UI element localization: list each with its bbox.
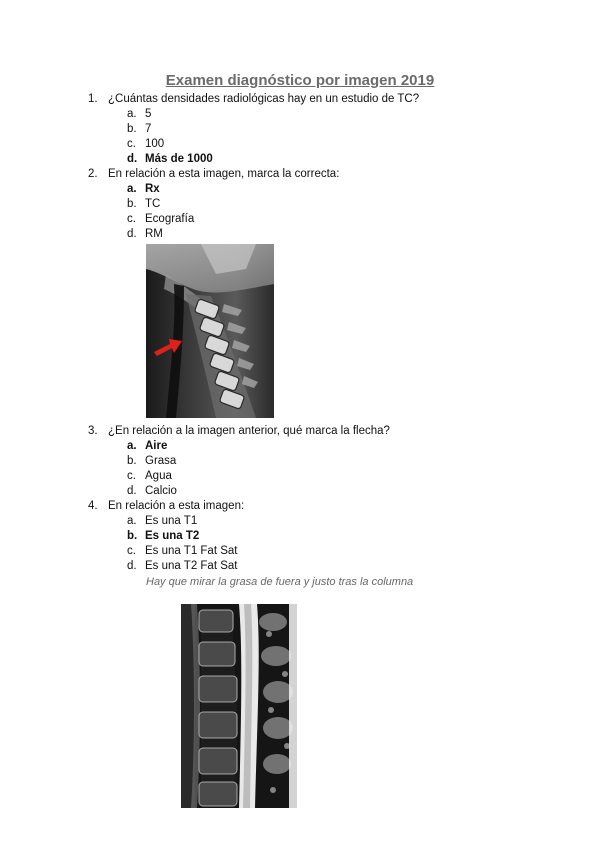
question-number: 3.: [88, 425, 98, 437]
hint-note: Hay que mirar la grasa de fuera y justo tras la columna: [146, 576, 414, 588]
option-3a-correct: a. Aire: [127, 440, 168, 452]
option-2a-correct: a. Rx: [127, 183, 160, 195]
option-2c: c. Ecografía: [127, 213, 195, 225]
option-1d-correct: d. Más de 1000: [127, 153, 213, 165]
question-text: En relación a esta imagen:: [108, 500, 245, 512]
option-3d: d. Calcio: [127, 485, 177, 497]
question-number: 2.: [88, 168, 98, 180]
option-1b: b. 7: [127, 123, 152, 135]
option-3c: c. Agua: [127, 470, 172, 482]
option-1c: c. 100: [127, 138, 165, 150]
question-2: [88, 168, 339, 180]
question-number: 4.: [88, 500, 98, 512]
question-number: 1.: [88, 93, 98, 105]
question-text: En relación a esta imagen, marca la correcta:: [108, 168, 340, 180]
page-title: Examen diagnóstico por imagen 2019: [165, 72, 435, 89]
question-4: [88, 500, 244, 512]
question-3: [88, 425, 390, 437]
neck-xray-image: [146, 244, 274, 418]
option-4a: a. Es una T1: [127, 515, 198, 527]
option-4d: d. Es una T2 Fat Sat: [127, 560, 238, 572]
option-2b: b. TC: [127, 198, 161, 210]
question-1: [88, 93, 419, 105]
question-text: ¿En relación a la imagen anterior, qué marca la flecha?: [108, 425, 390, 437]
spine-mri-image: [181, 604, 297, 808]
option-4b-correct: b. Es una T2: [127, 530, 200, 542]
option-3b: b. Grasa: [127, 455, 177, 467]
option-1a: a. 5: [127, 108, 152, 120]
option-4c: c. Es una T1 Fat Sat: [127, 545, 238, 557]
option-2d: d. RM: [127, 228, 163, 240]
question-text: ¿Cuántas densidades radiológicas hay en un estudio de TC?: [108, 93, 420, 105]
